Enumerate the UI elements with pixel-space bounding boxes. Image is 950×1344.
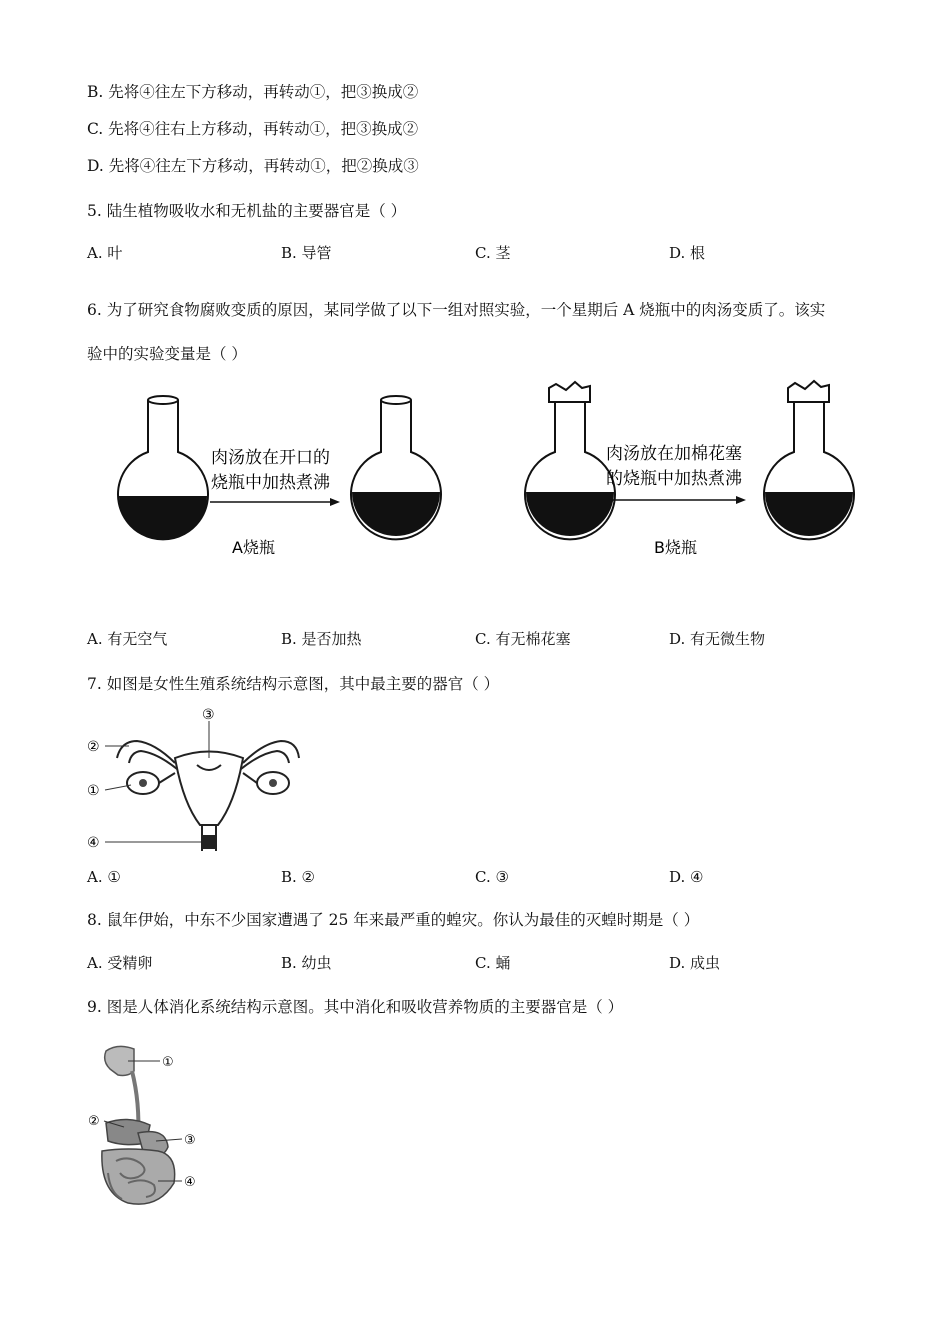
q7-option-a: A. ① bbox=[87, 868, 121, 886]
q6-option-d: D. 有无微生物 bbox=[669, 630, 766, 648]
q7-label-4: ④ bbox=[87, 835, 100, 851]
q6-stem-line2: 验中的实验变量是（ ） bbox=[87, 345, 247, 363]
q8-option-d: D. 成虫 bbox=[669, 954, 721, 972]
q9-label-4: ④ bbox=[184, 1175, 196, 1190]
q8-stem: 8. 鼠年伊始，中东不少国家遭遇了 25 年来最严重的蝗灾。你认为最佳的灭蝗时期是（ ） bbox=[87, 911, 700, 929]
cotton-plug-icon bbox=[788, 381, 829, 402]
q7-option-c: C. ③ bbox=[475, 868, 509, 886]
digestive-system-diagram bbox=[88, 1043, 218, 1223]
q8-option-c: C. 蛹 bbox=[475, 954, 511, 972]
q7-label-2: ② bbox=[87, 739, 100, 755]
q5-option-c: C. 茎 bbox=[475, 244, 511, 262]
q8-option-b: B. 幼虫 bbox=[281, 954, 332, 972]
flask-b-after bbox=[764, 381, 854, 539]
q5-option-d: D. 根 bbox=[669, 244, 706, 262]
q6-stem-line1: 6. 为了研究食物腐败变质的原因，某同学做了以下一组对照实验，一个星期后 A 烧瓶中的肉汤变质了。该实 bbox=[87, 301, 826, 319]
flask-b-caption-line1: 肉汤放在加棉花塞 bbox=[606, 444, 742, 464]
flask-a-before bbox=[118, 396, 208, 540]
arrow-a bbox=[210, 498, 340, 506]
female-reproductive-diagram bbox=[85, 703, 305, 863]
arrow-b bbox=[612, 496, 746, 504]
flask-a-label: A烧瓶 bbox=[232, 538, 275, 557]
q4-option-c: C. 先将④往右上方移动，再转动①，把③换成② bbox=[87, 120, 419, 138]
q4-option-d: D. 先将④往左下方移动，再转动①，把②换成③ bbox=[87, 157, 419, 175]
flask-b-before bbox=[525, 382, 615, 539]
flask-b-caption-line2: 的烧瓶中加热煮沸 bbox=[606, 469, 742, 489]
q9-label-2: ② bbox=[88, 1114, 100, 1129]
q6-option-b: B. 是否加热 bbox=[281, 630, 362, 648]
flask-a-after bbox=[351, 396, 441, 539]
q7-label-1: ① bbox=[87, 783, 100, 799]
flask-a-caption-line2: 烧瓶中加热煮沸 bbox=[211, 473, 330, 493]
q9-label-1: ① bbox=[162, 1055, 174, 1070]
q5-stem: 5. 陆生植物吸收水和无机盐的主要器官是（ ） bbox=[87, 202, 407, 220]
q6-option-c: C. 有无棉花塞 bbox=[475, 630, 571, 648]
q7-option-d: D. ④ bbox=[669, 868, 704, 886]
flask-b-label: B烧瓶 bbox=[654, 538, 697, 557]
cotton-plug-icon bbox=[549, 382, 590, 402]
flask-a-caption-line1: 肉汤放在开口的 bbox=[211, 448, 330, 468]
q6-option-a: A. 有无空气 bbox=[87, 630, 168, 648]
q7-label-3: ③ bbox=[202, 707, 215, 723]
q8-option-a: A. 受精卵 bbox=[87, 954, 153, 972]
q9-stem: 9. 图是人体消化系统结构示意图。其中消化和吸收营养物质的主要器官是（ ） bbox=[87, 998, 624, 1016]
q6-flask-figure bbox=[0, 380, 950, 580]
q7-option-b: B. ② bbox=[281, 868, 316, 886]
q4-option-b: B. 先将④往左下方移动，再转动①，把③换成② bbox=[87, 83, 419, 101]
q5-option-b: B. 导管 bbox=[281, 244, 332, 262]
q5-option-a: A. 叶 bbox=[87, 244, 123, 262]
q7-stem: 7. 如图是女性生殖系统结构示意图，其中最主要的器官（ ） bbox=[87, 675, 500, 693]
q9-label-3: ③ bbox=[184, 1133, 196, 1148]
